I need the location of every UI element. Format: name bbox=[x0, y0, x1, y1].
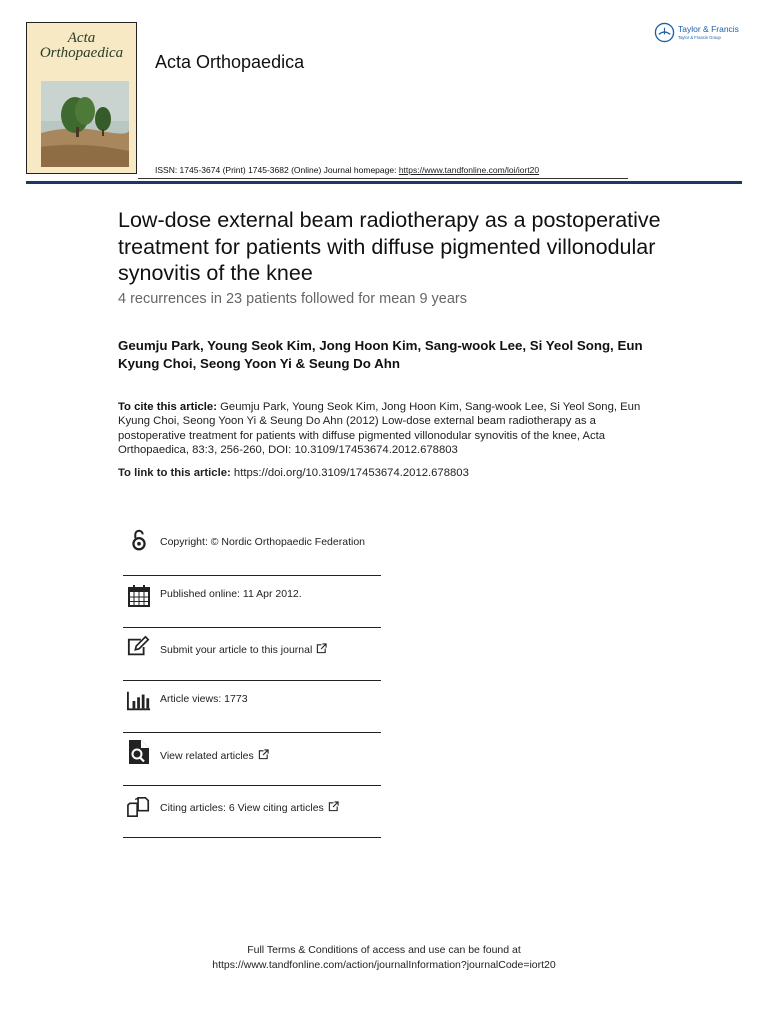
related-articles-text: View related articles bbox=[160, 750, 254, 762]
terms-footer bbox=[0, 943, 768, 973]
doi-link[interactable]: 10.3109/17453674.2012.678803 bbox=[294, 443, 458, 456]
cover-painting bbox=[41, 81, 129, 167]
article-link-line bbox=[118, 467, 469, 479]
header-rule bbox=[26, 181, 742, 184]
issn-line bbox=[155, 165, 539, 175]
citing-articles-item[interactable] bbox=[123, 786, 381, 838]
link-label: To link to this article: bbox=[118, 467, 234, 479]
cite-label: To cite this article: bbox=[118, 401, 217, 413]
published-item bbox=[123, 576, 381, 628]
cite-text: Geumju Park, Young Seok Kim, Jong Hoon Kim, Sang-wook Lee, Si Yeol Song, Eun Kyung Choi, Seong Yoon Yi & Seung Do Ahn (2012) Low-dose external beam radiotherapy as a postoperative treatment for patients with diffuse pigmented villonodular synovitis of the knee, Acta Orthopaedica, 83:3, 256-260, DOI: bbox=[118, 401, 641, 456]
copyright-item bbox=[123, 524, 381, 576]
citing-icon bbox=[127, 794, 151, 820]
external-link-icon bbox=[258, 749, 269, 760]
publisher-logo[interactable] bbox=[654, 22, 746, 46]
publisher-group: Taylor & Francis Group bbox=[678, 35, 721, 40]
related-articles-link[interactable] bbox=[160, 749, 269, 762]
issn-text: ISSN: 1745-3674 (Print) 1745-3682 (Online) Journal homepage: bbox=[155, 165, 399, 175]
publisher-name: Taylor & Francis bbox=[678, 24, 739, 34]
terms-line-1: Full Terms & Conditions of access and use can be found at bbox=[247, 944, 521, 956]
related-articles-item[interactable] bbox=[123, 734, 381, 786]
terms-url[interactable]: https://www.tandfonline.com/action/journalInformation?journalCode=iort20 bbox=[212, 959, 556, 971]
article-views-text: Article views: 1773 bbox=[160, 693, 248, 705]
publisher-logo-icon bbox=[654, 22, 675, 43]
edit-icon bbox=[127, 634, 151, 660]
bar-chart-icon bbox=[127, 688, 151, 714]
copyright-text: Copyright: © Nordic Orthopaedic Federation bbox=[160, 536, 366, 548]
external-link-icon bbox=[316, 643, 327, 654]
submit-article-text: Submit your article to this journal bbox=[160, 644, 313, 656]
citation-block bbox=[118, 400, 648, 457]
article-views-item bbox=[123, 681, 381, 733]
calendar-icon bbox=[127, 583, 151, 609]
submit-article-link[interactable] bbox=[160, 643, 327, 656]
citing-articles-text: Citing articles: 6 View citing articles bbox=[160, 802, 324, 814]
cover-title: Acta Orthopaedica bbox=[39, 30, 124, 61]
journal-homepage-link[interactable]: https://www.tandfonline.com/loi/iort20 bbox=[398, 165, 540, 175]
submit-article-item[interactable] bbox=[123, 629, 381, 681]
article-subtitle: 4 recurrences in 23 patients followed for mean 9 years bbox=[118, 291, 467, 307]
article-url-link[interactable]: https://doi.org/10.3109/17453674.2012.678803 bbox=[233, 467, 469, 479]
search-document-icon bbox=[127, 739, 151, 765]
external-link-icon bbox=[328, 801, 339, 812]
article-authors: Geumju Park, Young Seok Kim, Jong Hoon Kim, Sang-wook Lee, Si Yeol Song, Eun Kyung Choi, Seong Yoon Yi & Seung Do Ahn bbox=[118, 338, 643, 371]
header-thin-rule bbox=[138, 178, 628, 179]
citing-articles-link[interactable] bbox=[160, 801, 339, 814]
journal-cover-image bbox=[26, 22, 137, 174]
article-title: Low-dose external beam radiotherapy as a postoperative treatment for patients with diffuse pigmented villonodular synovitis of the knee bbox=[118, 208, 661, 285]
journal-name: Acta Orthopaedica bbox=[155, 52, 305, 72]
open-access-icon bbox=[127, 527, 151, 553]
published-text: Published online: 11 Apr 2012. bbox=[160, 588, 302, 600]
